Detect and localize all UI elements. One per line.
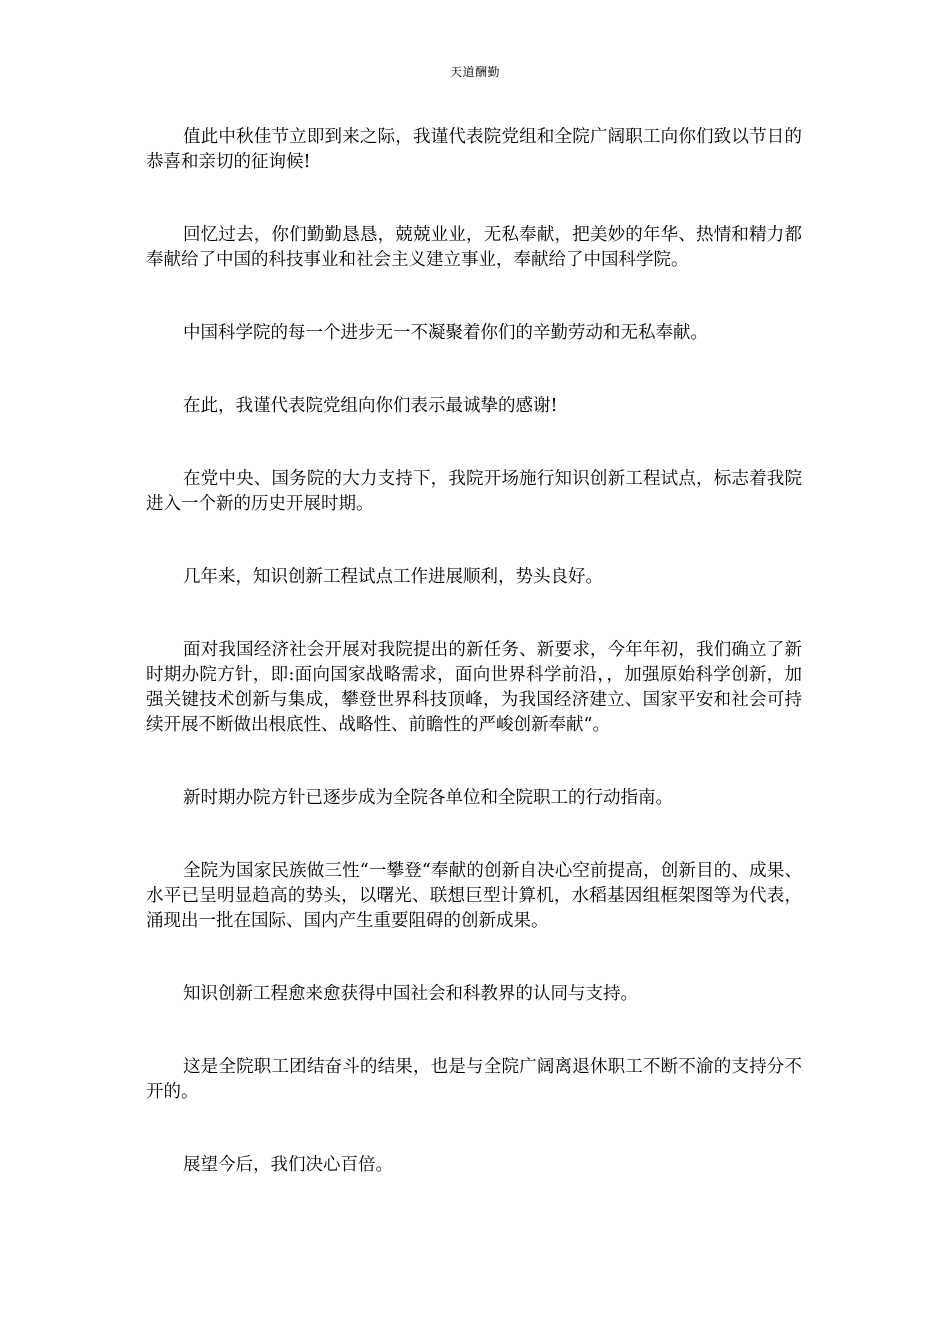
paragraph: 中国科学院的每一个进步无一不凝聚着你们的辛勤劳动和无私奉献。 — [183, 323, 708, 343]
paragraph: 新时期办院方针已逐步成为全院各单位和全院职工的行动指南。 — [183, 788, 673, 808]
paragraph: 在党中央、国务院的大力支持下，我院开场施行知识创新工程试点，标志着我院进入一个新的历史开展时期。 — [146, 469, 802, 514]
paragraph: 展望今后，我们决心百倍。 — [183, 1155, 393, 1175]
paragraph: 值此中秋佳节立即到来之际，我谨代表院党组和全院广阔职工向你们致以节日的恭喜和亲切的征询候! — [146, 127, 802, 172]
paragraph: 回忆过去，你们勤勤恳恳，兢兢业业，无私奉献，把美妙的年华、热情和精力都奉献给了中国的科技事业和社会主义建立事业，奉献给了中国科学院。 — [146, 225, 802, 270]
paragraph: 几年来，知识创新工程试点工作进展顺利，势头良好。 — [183, 567, 603, 587]
paragraph: 知识创新工程愈来愈获得中国社会和科教界的认同与支持。 — [183, 984, 638, 1004]
page-header: 天道酬勤 — [449, 65, 500, 79]
paragraph: 面对我国经济社会开展对我院提出的新任务、新要求，今年年初，我们确立了新时期办院方针，即:面向国家战略需求，面向世界科学前沿，，加强原始科学创新，加强关键技术创新与集成，攀登世界科技顶峰，为我国经济建立、国家平安和社会可持续开展不断做出根底性、战略性、前瞻性的严峻创新奉献“。 — [146, 640, 802, 735]
document-body — [146, 125, 802, 1226]
paragraph: 在此，我谨代表院党组向你们表示最诚挚的感谢! — [183, 396, 558, 416]
paragraph: 这是全院职工团结奋斗的结果，也是与全院广阔离退休职工不断不渝的支持分不开的。 — [146, 1057, 802, 1102]
paragraph: 全院为国家民族做三性“一攀登“奉献的创新自决心空前提高，创新目的、成果、水平已呈明显趋高的势头，以曙光、联想巨型计算机，水稻基因组框架图等为代表，涌现出一批在国际、国内产生重要阻碍的创新成果。 — [146, 861, 802, 931]
